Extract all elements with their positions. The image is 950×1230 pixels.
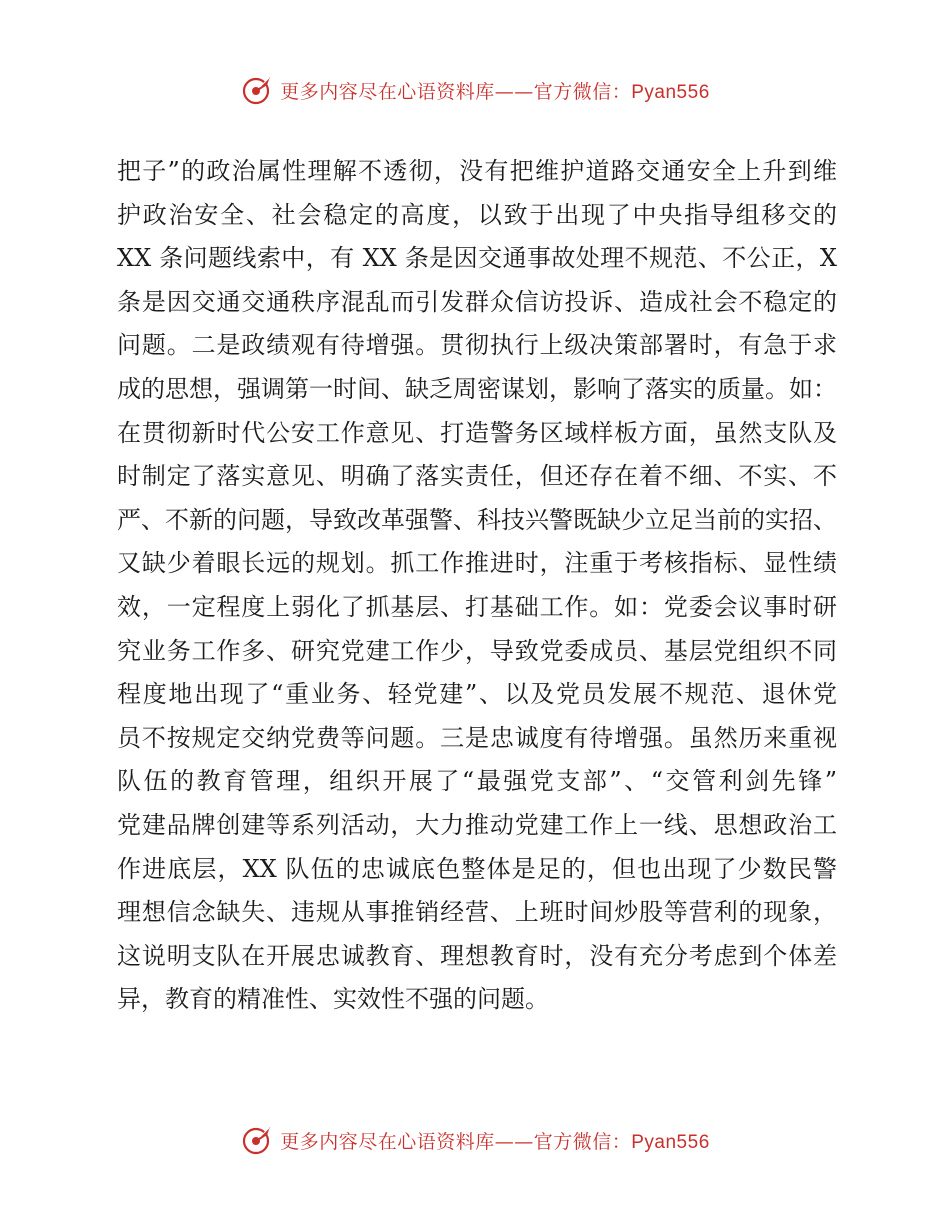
body-line: 作进底层，XX 队伍的忠诚底色整体是足的，但也出现了少数民警: [117, 854, 837, 883]
quill-pen-logo-icon: [240, 73, 274, 107]
body-line: 队伍的教育管理，组织开展了“最强党支部”、“交管利剑先锋”: [117, 767, 837, 796]
body-line: 在贯彻新时代公安工作意见、打造警务区域样板方面，虽然支队及: [117, 418, 837, 447]
header-dash: ——: [494, 80, 534, 103]
body-line: 条是因交通交通秩序混乱而引发群众信访投诉、造成社会不稳定的: [117, 287, 837, 316]
header-handle: Pyan556: [631, 81, 710, 103]
body-line: 异，教育的精准性、实效性不强的问题。: [117, 985, 549, 1014]
body-line: 严、不新的问题，导致改革强警、科技兴警既缺少立足当前的实招、: [117, 505, 837, 534]
body-line: 又缺少着眼长远的规划。抓工作推进时，注重于考核指标、显性绩: [117, 549, 837, 578]
body-line: 员不按规定交纳党费等问题。三是忠诚度有待增强。虽然历来重视: [117, 723, 837, 752]
header-banner-text: [280, 77, 710, 104]
body-line: 时制定了落实意见、明确了落实责任，但还存在着不细、不实、不: [117, 462, 837, 491]
footer-banner-text: [280, 1127, 710, 1154]
body-line: 党建品牌创建等系列活动，大力推动党建工作上一线、思想政治工: [117, 810, 837, 839]
document-body: [117, 150, 837, 1022]
body-line: 问题。二是政绩观有待增强。贯彻执行上级决策部署时，有急于求: [117, 331, 837, 360]
body-line: 护政治安全、社会稳定的高度，以致于出现了中央指导组移交的: [117, 200, 837, 229]
header-banner: [0, 70, 950, 110]
footer-official-label: 官方微信：: [533, 1130, 632, 1153]
quill-pen-logo-icon: [240, 1123, 274, 1157]
body-line: XX 条问题线索中，有 XX 条是因交通事故处理不规范、不公正，X: [117, 244, 837, 273]
body-line: 这说明支队在开展忠诚教育、理想教育时，没有充分考虑到个体差: [117, 941, 837, 970]
footer-banner: [0, 1120, 950, 1160]
footer-dash: ——: [494, 1130, 534, 1153]
body-line: 效，一定程度上弱化了抓基层、打基础工作。如：党委会议事时研: [117, 592, 837, 621]
body-line: 成的思想，强调第一时间、缺乏周密谋划，影响了落实的质量。如：: [117, 374, 837, 403]
footer-brand: 更多内容尽在心语资料库: [280, 1130, 495, 1153]
body-line: 程度地出现了“重业务、轻党建”、以及党员发展不规范、退休党: [117, 680, 837, 709]
body-line: 把子”的政治属性理解不透彻，没有把维护道路交通安全上升到维: [117, 157, 837, 185]
header-official-label: 官方微信：: [533, 80, 632, 103]
footer-handle: Pyan556: [631, 1131, 710, 1153]
header-brand: 更多内容尽在心语资料库: [280, 80, 495, 103]
body-line: 究业务工作多、研究党建工作少，导致党委成员、基层党组织不同: [117, 636, 837, 665]
body-line: 理想信念缺失、违规从事推销经营、上班时间炒股等营利的现象，: [117, 898, 837, 927]
